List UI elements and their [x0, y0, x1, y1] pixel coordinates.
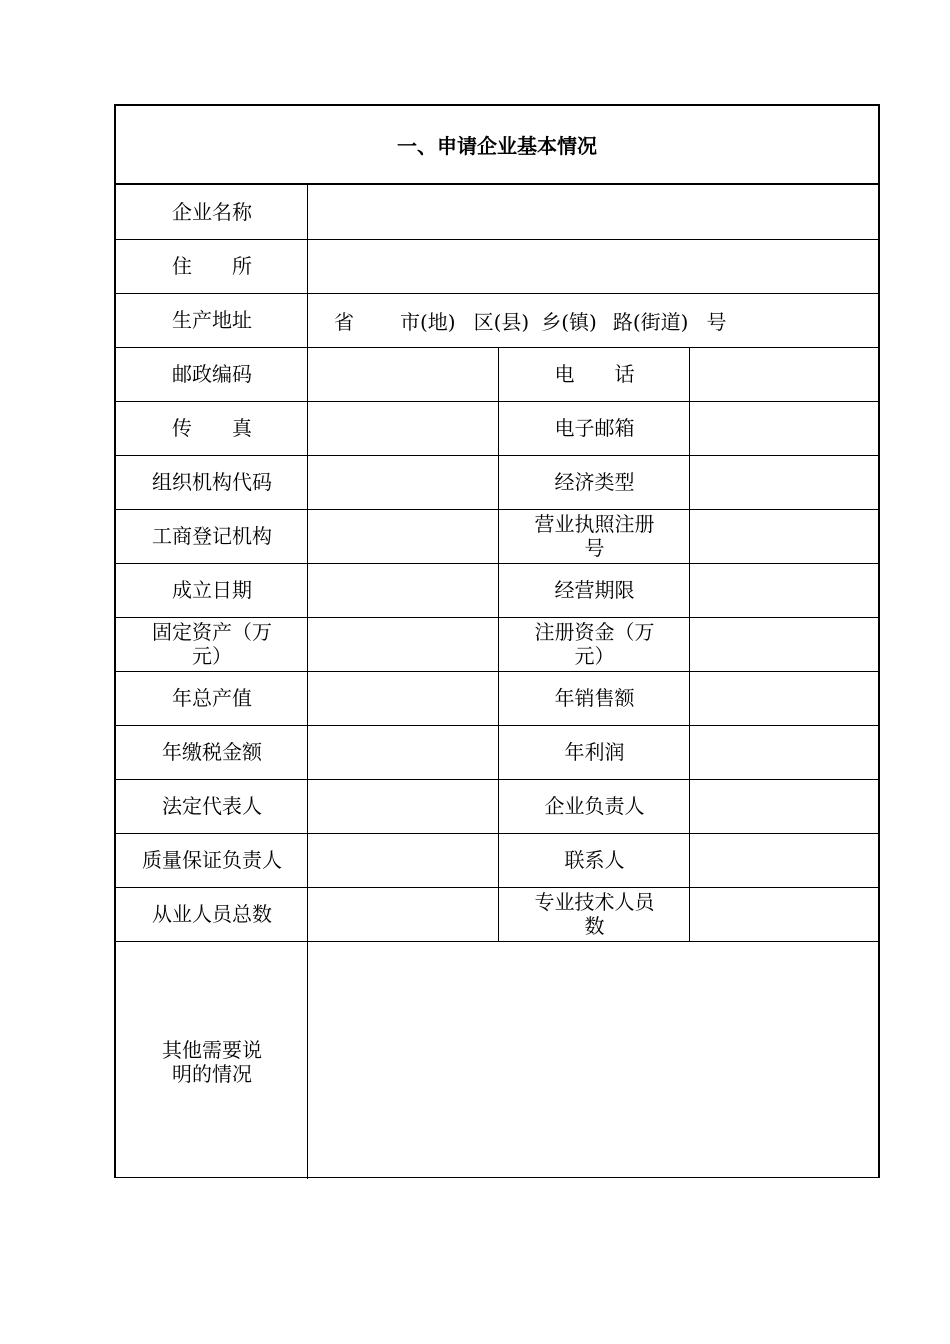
- pair-right-value-field[interactable]: [690, 833, 880, 887]
- pair-right-value-field[interactable]: [690, 779, 880, 833]
- pair-left-label: 法定代表人: [162, 794, 262, 818]
- pair-right-label: 联系人: [564, 848, 625, 872]
- pair-right-label: 电子邮箱: [554, 416, 635, 440]
- residence-field[interactable]: [308, 239, 880, 293]
- pair-right-label: 经济类型: [554, 470, 635, 494]
- pair-left-value-field[interactable]: [308, 833, 499, 887]
- column-divider: [689, 347, 690, 941]
- pair-right-value-field[interactable]: [690, 887, 880, 941]
- pair-left-label: 年总产值: [172, 686, 252, 710]
- pair-left-label: 年缴税金额: [162, 740, 262, 764]
- pair-right-label: 专业技术人员数: [534, 890, 655, 938]
- pair-right-label: 年销售额: [554, 686, 635, 710]
- pair-right-label: 营业执照注册号: [534, 512, 655, 560]
- pair-left-label: 工商登记机构: [152, 524, 272, 548]
- other-notes-label: 其他需要说明的情况: [162, 1037, 262, 1086]
- pair-right-label: 企业负责人: [544, 794, 645, 818]
- pair-right-value-field[interactable]: [690, 509, 880, 563]
- pair-left-value-field[interactable]: [308, 617, 499, 671]
- pair-left-label: 从业人员总数: [152, 902, 272, 926]
- pair-left-value-field[interactable]: [308, 401, 499, 455]
- pair-right-value-field[interactable]: [690, 563, 880, 617]
- pair-left-label: 质量保证负责人: [142, 848, 282, 872]
- address-district: 区(县): [473, 309, 530, 334]
- address-number: 号: [706, 309, 727, 334]
- pair-left-label: 固定资产（万元）: [152, 620, 272, 668]
- production-address-label: 生产地址: [172, 308, 252, 332]
- pair-left-value-field[interactable]: [308, 347, 499, 401]
- pair-left-value-field[interactable]: [308, 887, 499, 941]
- pair-left-value-field[interactable]: [308, 455, 499, 509]
- pair-left-value-field[interactable]: [308, 563, 499, 617]
- address-street: 路(街道): [612, 309, 689, 334]
- pair-left-label: 成立日期: [172, 578, 252, 602]
- address-town: 乡(镇): [541, 309, 597, 334]
- address-province: 省: [334, 309, 354, 334]
- column-divider: [498, 347, 499, 941]
- pair-right-value-field[interactable]: [690, 725, 880, 779]
- company-name-field[interactable]: [308, 185, 880, 239]
- pair-right-value-field[interactable]: [690, 671, 880, 725]
- pair-left-value-field[interactable]: [308, 779, 499, 833]
- pair-right-value-field[interactable]: [690, 401, 880, 455]
- row-divider: [116, 941, 880, 942]
- pair-right-label: 电 话: [554, 362, 635, 386]
- pair-left-value-field[interactable]: [308, 671, 499, 725]
- residence-label: 住 所: [172, 254, 252, 278]
- pair-left-label: 组织机构代码: [152, 470, 272, 494]
- section-title: 一、申请企业基本情况: [116, 106, 878, 185]
- production-address-field[interactable]: [308, 293, 880, 347]
- pair-right-value-field[interactable]: [690, 617, 880, 671]
- pair-left-label: 邮政编码: [172, 362, 252, 386]
- pair-right-value-field[interactable]: [690, 455, 880, 509]
- pair-right-label: 年利润: [564, 740, 625, 764]
- other-notes-field[interactable]: [308, 944, 880, 1179]
- address-city: 市(地): [400, 309, 456, 334]
- pair-right-value-field[interactable]: [690, 347, 880, 401]
- enterprise-info-form: [114, 104, 880, 1178]
- pair-left-value-field[interactable]: [308, 509, 499, 563]
- pair-right-label: 经营期限: [554, 578, 635, 602]
- pair-left-value-field[interactable]: [308, 725, 499, 779]
- pair-right-label: 注册资金（万元）: [534, 620, 655, 668]
- company-name-label: 企业名称: [172, 200, 252, 224]
- pair-left-label: 传 真: [172, 416, 252, 440]
